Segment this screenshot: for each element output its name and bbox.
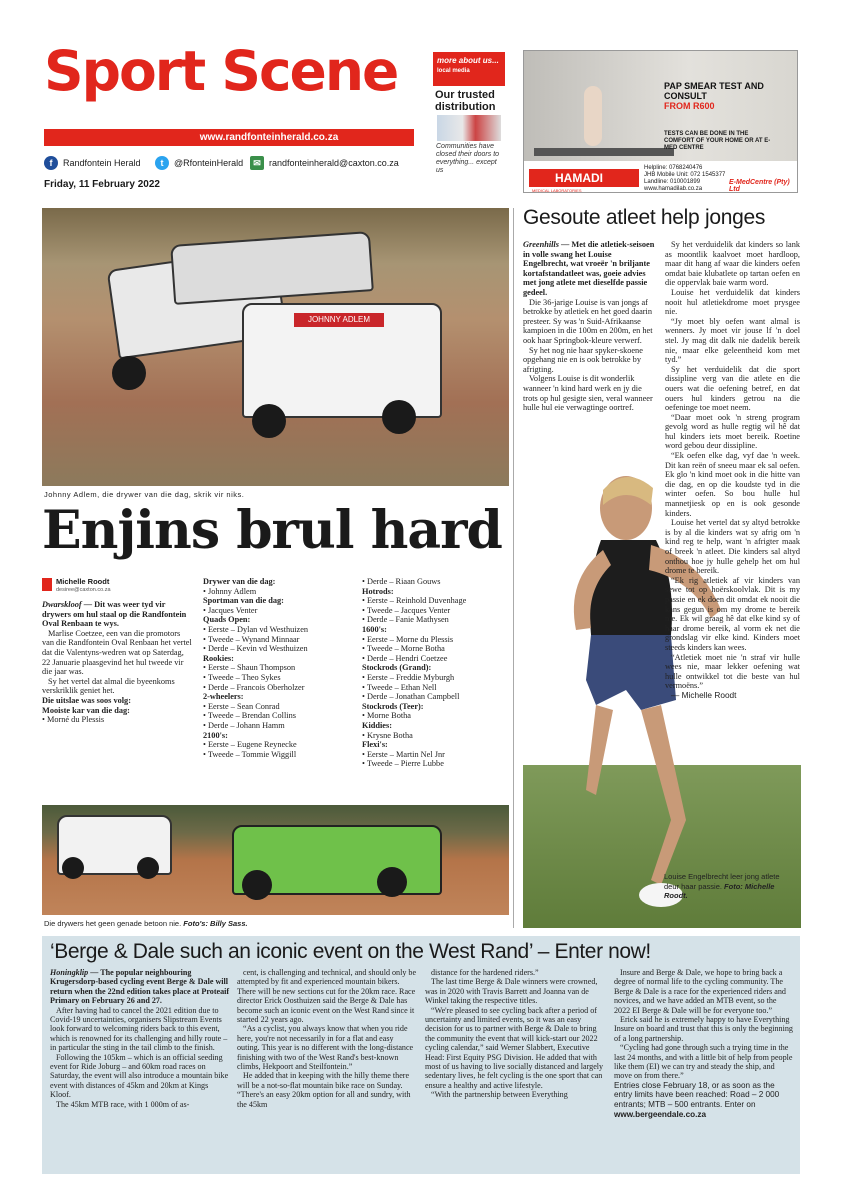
paragraph-text: “With the partnership between Everything <box>431 1090 568 1100</box>
results-item: • Eerste – Dylan vd Westhuizen <box>203 624 309 634</box>
results-item: • Eerste – Martin Nel Jnr <box>362 749 445 759</box>
email-link[interactable] <box>250 156 399 170</box>
byline-name: Michelle Roodt <box>56 577 110 586</box>
article-paragraph <box>50 1053 230 1100</box>
article-paragraph <box>665 365 800 413</box>
results-item: • Tweede – Jacques Venter <box>362 605 451 615</box>
right-column-2 <box>665 240 800 701</box>
paragraph-text: Erick said he is extremely happy to have Everything Insure on board and trust that this is only the beginning of a long partnership. <box>614 1015 793 1043</box>
article-paragraph <box>425 977 605 1005</box>
results-heading: Rookies: <box>203 653 234 663</box>
paragraph-text: Sy het vertel dat almal die byeenkoms verskriklik geniet het. <box>42 676 175 696</box>
article-paragraph <box>237 968 417 1024</box>
article-paragraph <box>665 653 800 691</box>
article-paragraph <box>665 576 800 653</box>
main-column-1 <box>42 600 192 725</box>
results-heading: 1600's: <box>362 624 387 634</box>
athlete-caption-credit: Foto: Michelle Roodt. <box>664 881 775 900</box>
newspaper-stack-image <box>437 115 501 141</box>
car-wheel <box>242 870 272 900</box>
article-paragraph <box>42 600 192 629</box>
dateline: Dwarskloof <box>42 600 82 609</box>
results-item: • Tweede – Ethan Nell <box>362 682 437 692</box>
promo-box[interactable] <box>433 52 505 190</box>
results-heading: Sportman van die dag: <box>203 596 284 606</box>
results-item: • Eerste – Shaun Thompson <box>203 663 296 673</box>
results-item: • Tweede – Pierre Lubbe <box>362 759 444 769</box>
results-item: • Tweede – Tommie Wiggill <box>203 749 297 759</box>
paragraph-text: “Ek rig atletiek af vir kinders van sewe tot op hoërskoolvlak. Dit is my passie en ek doen dit omdat ek nooit die kans gegun is om my drome te bereik nie. Ek wil graag hê dat elke kind sy of haar drome bereik, al vorm ek net die grondslag vir elke kind. Kinders moet steeds kinders kan wees. <box>665 575 800 652</box>
ad-helpline: Helpline: 0768240476 <box>644 165 703 171</box>
byline-marker <box>42 578 52 591</box>
car-wheel <box>137 857 159 879</box>
email-icon: ✉ <box>250 156 264 170</box>
article-paragraph <box>614 1081 794 1119</box>
ad-brand-sub: MEDICAL LABORATORIES <box>532 188 582 193</box>
results-item: • Eerste – Reinhold Duvenhage <box>362 596 467 606</box>
paragraph-text: “Jy moet bly oefen want almal is wenners. Jy moet vir jouse lf 'n doel stel. Jy mag dit dalk nie dadelik bereik nie, maar elke geleentheid kom met tyd.” <box>665 316 800 365</box>
results-item: • Tweede – Wynand Minnaar <box>203 634 300 644</box>
lead-text: — Dit was weer tyd vir drywers om hul staal op die Randfontein Oval Renbaan te wys. <box>42 600 187 629</box>
article-paragraph <box>614 1015 794 1043</box>
paragraph-text: After having had to cancel the 2021 edition due to Covid-19 uncertainties, organisers Slipstream Events look forward to welcoming riders back to this event, which is renowned for its challenging and hilly route – in particular the sting in the tail climb to the finish. <box>50 1005 228 1053</box>
article-paragraph <box>523 298 656 346</box>
paragraph-text: Louise het vertel dat sy altyd betrokke is by al die kinders wat sy afrig om 'n kind reg te help, want 'n afrigter maak of breek 'n atleet. Die kinders sal altyd onthou hoe jy hulle gehelp het om hul drome te bereik. <box>665 518 800 576</box>
ad-landline: Landline: 010001899 <box>644 179 701 185</box>
paragraph-text: He added that in keeping with the hilly theme there will be a not-so-flat mountain bike race on Sunday. “There's an easy 20km option for all and sundry, with the 45km <box>237 1071 411 1109</box>
ad-brand: HAMADI <box>555 171 603 185</box>
twitter-label: @RfonteinHerald <box>174 158 244 168</box>
promo-small-text: Communities have closed their doors to everything... except us <box>436 143 500 174</box>
ad-photo <box>524 51 798 161</box>
article-paragraph <box>425 1006 605 1091</box>
article-signoff: — Michelle Roodt <box>671 689 737 700</box>
ad-footer <box>524 161 798 193</box>
car-wheel <box>377 867 407 897</box>
results-item: • Morné du Plessis <box>42 715 105 725</box>
results-item: • Eerste – Eugene Reynecke <box>203 740 297 750</box>
article-paragraph <box>237 1071 417 1109</box>
ad-contact <box>644 165 725 193</box>
ad-partner: E-MedCentre (Pty) Ltd <box>729 179 790 193</box>
article-paragraph <box>42 629 192 677</box>
article-paragraph <box>614 968 794 1015</box>
article-paragraph <box>665 317 800 365</box>
ad-logo <box>529 169 639 187</box>
paragraph-text: Following the 105km – which is an official seeding event for Ride Joburg – and 60km road races on Saturday, the event will also introduce a mountain bike event with distances of 45km and 20km at Kings Kloof. <box>50 1052 229 1100</box>
website-url[interactable]: www.randfonteinherald.co.za <box>44 129 414 146</box>
paragraph-text: Insure and Berge & Dale, we hope to bring back a degree of normal life to the cycling community. The Berge & Dale is a race for the experienced riders and novices, and we have added an MTB event, so the 2022 EI Berge & Dale will be for everyone too.” <box>614 968 786 1015</box>
paragraph-text: “Atletiek moet nie 'n straf vir hulle wees nie, maar lekker oefening wat hulle ontwikkel tot die beste van hul vermoëns.” <box>665 652 800 691</box>
athlete-caption-text: Louise Engelbrecht leer jong atlete deur haar passie. <box>664 872 780 891</box>
results-item: • Derde – Francois Oberholzer <box>203 682 305 692</box>
lead-text: — The popular neighbouring Krugersdorp-based cycling event Berge & Dale will return when the 22nd edition takes place at Proteaif Primary on February 26 and 27. <box>50 968 230 1006</box>
article-paragraph <box>523 346 656 375</box>
bottom-column-1 <box>50 968 230 1109</box>
ad-web: www.hamadilab.co.za <box>644 186 703 192</box>
facebook-link[interactable] <box>44 156 141 170</box>
article-paragraph <box>665 518 800 576</box>
rally-cars-photo <box>42 208 509 486</box>
article-paragraph <box>665 413 800 451</box>
results-item: • Jacques Venter <box>203 605 258 615</box>
rally-car-rear <box>170 231 374 305</box>
email-label: randfonteinherald@caxton.co.za <box>269 158 399 168</box>
paragraph-text: “As a cyclist, you always know that when you ride here, you're not necessarily in for a flat and easy outing. This year is no different with the long-distance finishing with two of the West Rand's best-known climbs, Hekpoort and Steilfontein.” <box>237 1024 414 1072</box>
photo-caption-lower <box>44 919 248 928</box>
lead-text: — Met die atletiek-seisoen in volle swang het Louise Engelbrecht, wat vroeër 'n briljante kortafstandatleet was, goeie advies met jong atlete met dieselfde passie gedeel. <box>523 240 655 297</box>
dateline: Greenhills <box>523 240 559 249</box>
article-paragraph <box>42 677 192 696</box>
issue-date: Friday, 11 February 2022 <box>44 179 160 190</box>
article-paragraph <box>50 1100 230 1109</box>
results-heading: 2-wheelers: <box>203 692 244 702</box>
car-wheel <box>62 857 84 879</box>
column-divider <box>513 208 514 928</box>
right-column-1 <box>523 240 656 413</box>
entry-url-link[interactable]: www.bergeendale.co.za <box>614 1109 707 1119</box>
article-paragraph <box>237 1024 417 1071</box>
results-item: • Derde – Hendri Coetzee <box>362 653 448 663</box>
car-windshield-banner: JOHNNY ADLEM <box>294 313 384 327</box>
athlete-caption <box>664 872 792 901</box>
article-paragraph <box>50 968 230 1006</box>
results-item: • Tweede – Brendan Collins <box>203 711 296 721</box>
results-heading: Hotrods: <box>362 586 394 596</box>
paragraph-text: “Ek oefen elke dag, vyf dae 'n week. Dit kan reën of sneeu maar ek sal oefen. Ek glo 'n kind moet ook in die hitte van die dag, en op die koudste tyd in die winter oefen. So bou hulle hul mannetjiesk op en is ook gesonde kinders. <box>665 451 800 518</box>
main-headline: Enjins brul hard <box>42 500 502 561</box>
results-item: • Derde – Fanie Mathysen <box>362 615 449 625</box>
results-heading: Flexi's: <box>362 740 388 750</box>
article-paragraph <box>523 374 656 412</box>
bottom-headline: ‘Berge & Dale such an iconic event on the West Rand’ – Enter now! <box>50 940 651 963</box>
promo-brand: local media <box>437 68 470 74</box>
section-title: Sport Scene <box>44 39 398 103</box>
yoga-mat <box>534 148 674 156</box>
dateline: Honingklip <box>50 968 89 977</box>
twitter-icon: t <box>155 156 169 170</box>
paragraph-text: Louise het verduidelik dat kinders nooit hul atletiekdrome moet prysgee nie. <box>665 287 800 317</box>
article-paragraph <box>523 240 656 298</box>
car-wheel <box>252 404 286 438</box>
results-heading: Stockrods (Grand): <box>362 663 432 673</box>
ad-headline-line2: FROM R600 <box>664 101 715 111</box>
results-item: • Tweede – Theo Sykes <box>203 672 281 682</box>
car-wheel <box>382 400 416 434</box>
paragraph-text: The last time Berge & Dale winners were crowned, was in 2020 with Travis Barrett and Joanna van de Winkel taking the respective titles. <box>425 977 598 1006</box>
article-paragraph <box>614 1043 794 1081</box>
results-heading: Stockrods (Teer): <box>362 701 424 711</box>
paragraph-text: Sy het verduidelik dat kinders so lank as moontlik kaalvoet moet hardloop, maar dit hang af waar die kinders oefen omdat baie klubatlete op tartan oefen en die oppervlak baie warm word. <box>665 240 800 288</box>
rally-car-front <box>242 303 442 418</box>
paragraph-text: Sy het verduidelik dat die sport dissipline verg van die atlete en die ouers wat die oefening betref, en dat ouers hul kinders getrou na die oefeninge toe moet neem. <box>665 364 800 413</box>
results-heading: Quads Open: <box>203 615 251 625</box>
facebook-icon: f <box>44 156 58 170</box>
paragraph-text: distance for the hardened riders.” <box>431 968 539 977</box>
results-item: • Krysne Botha <box>362 730 413 740</box>
twitter-link[interactable] <box>155 156 243 170</box>
results-heading: Die uitslae was soos volg: <box>42 695 131 705</box>
article-paragraph <box>665 451 800 518</box>
lower-caption-text: Die drywers het geen genade betoon nie. <box>44 919 182 928</box>
ad-subtext: TESTS CAN BE DONE IN THE COMFORT OF YOUR HOME OR AT E-MED CENTRE <box>664 131 771 151</box>
results-item: • Johnny Adlem <box>203 586 257 596</box>
paragraph-text: cent, is challenging and technical, and should only be attempted by fit and experienced mountain bikers. There will be new sections cut for the 20km race. Race director Erick Oosthuizen said the Berge & Dale has become such an iconic event on the West Rand since it started 22 years ago. <box>237 968 417 1025</box>
article-paragraph <box>425 968 605 977</box>
results-item: • Derde – Johann Hamm <box>203 720 285 730</box>
paragraph-text: Marlise Coetzee, een van die promotors van die Randfontein Oval Renbaan het vertel dat die Valentyns-wedren wat op Saterdag, 22 Januarie plaasgevind het hul tweede vir die jaar was. <box>42 628 192 677</box>
ad-mobile: JHB Mobile Unit: 072 1545377 <box>644 172 726 178</box>
race-cars-photo <box>42 805 509 915</box>
main-column-3 <box>362 577 512 769</box>
results-item: • Eerste – Freddie Myburgh <box>362 672 455 682</box>
main-column-2 <box>203 577 353 759</box>
entry-info: Entries close February 18, or as soon as the entry limits have been reached: Road – 2 000 entrants; MTB – 500 entrants. Enter on <box>614 1080 780 1110</box>
results-heading: Mooiste kar van die dag: <box>42 705 130 715</box>
results-item: • Eerste – Morne du Plessis <box>362 634 454 644</box>
ad-headline-line1: PAP SMEAR TEST AND CONSULT <box>664 81 764 101</box>
results-item: • Tweede – Morne Botha <box>362 644 445 654</box>
article-paragraph <box>425 1090 605 1099</box>
paragraph-text: “Daar moet ook 'n streng program gevolg word as hulle regtig wil hê dat hul kinders iets moet bereik. Roetine word gebou deur dissipline. <box>665 412 800 451</box>
results-item: • Derde – Kevin vd Westhuizen <box>203 644 308 654</box>
ad-headline <box>664 81 769 111</box>
results-heading: 2100's: <box>203 730 228 740</box>
article-paragraph <box>50 1006 230 1053</box>
paragraph-text: “We're pleased to see cycling back after a period of uncertainty and limited events, so it was an easy decision for us to partner with Berge & Dale to bring the community the event that will kick-start our 2022 cycling calendar,” said Werner Slabbert, Executive Head: First Equity PSG Division. He added that with most of us having to live socially distanced and largely sedentary lives, he felt cycling is the one sport that can ensure a healthy and active lifestyle. <box>425 1005 604 1090</box>
advertisement[interactable] <box>523 50 798 193</box>
promo-head-text: more about us... <box>437 56 499 65</box>
article-paragraph <box>665 240 800 288</box>
yoga-figure <box>584 86 602 146</box>
photo-caption: Johnny Adlem, die drywer van die dag, skrik vir niks. <box>44 490 245 499</box>
results-heading: Kiddies: <box>362 720 392 730</box>
results-item: • Morne Botha <box>362 711 411 721</box>
article-paragraph <box>665 288 800 317</box>
results-item: • Derde – Riaan Gouws <box>362 577 441 586</box>
facebook-label: Randfontein Herald <box>63 158 141 168</box>
paragraph-text: The 45km MTB race, with 1 000m of as- <box>56 1099 190 1109</box>
lower-caption-credit: Foto's: Billy Sass. <box>183 919 248 928</box>
paragraph-text: “Cycling had gone through such a trying time in the last 24 months, and with a little bit of help from people like them (EI) we can try and steady the ship, and move on from there.” <box>614 1043 793 1081</box>
car-wheel <box>112 356 146 390</box>
results-heading: Drywer van die dag: <box>203 577 276 586</box>
paragraph-text: Sy het nog nie haar spyker-skoene opgehang nie en is ook betrokke by afrigting. <box>523 345 643 374</box>
bottom-column-2 <box>237 968 417 1109</box>
results-item: • Derde – Jonathan Campbell <box>362 692 460 702</box>
paragraph-text: Die 36-jarige Louise is van jongs af betrokke by atletiek en het goed daarin presteer. Sy was 'n Suid-Afrikaanse kampioen in die 100m en 200m, en het ook haar Springbok-kleure verwerf. <box>523 297 653 345</box>
paragraph-text: Volgens Louise is dit wonderlik wanneer 'n kind hard werk en jy die trots op hul gesigte sien, veral wanneer hulle hul eie verwagtinge oortref. <box>523 374 653 413</box>
promo-text: Our trusted distribution <box>435 89 496 113</box>
bottom-column-4 <box>614 968 794 1119</box>
bottom-column-3 <box>425 968 605 1100</box>
promo-header <box>433 52 505 86</box>
byline-email[interactable]: desiree@caxton.co.za <box>56 587 111 593</box>
right-headline: Gesoute atleet help jonges <box>523 206 766 229</box>
results-item: • Eerste – Sean Conrad <box>203 701 280 711</box>
